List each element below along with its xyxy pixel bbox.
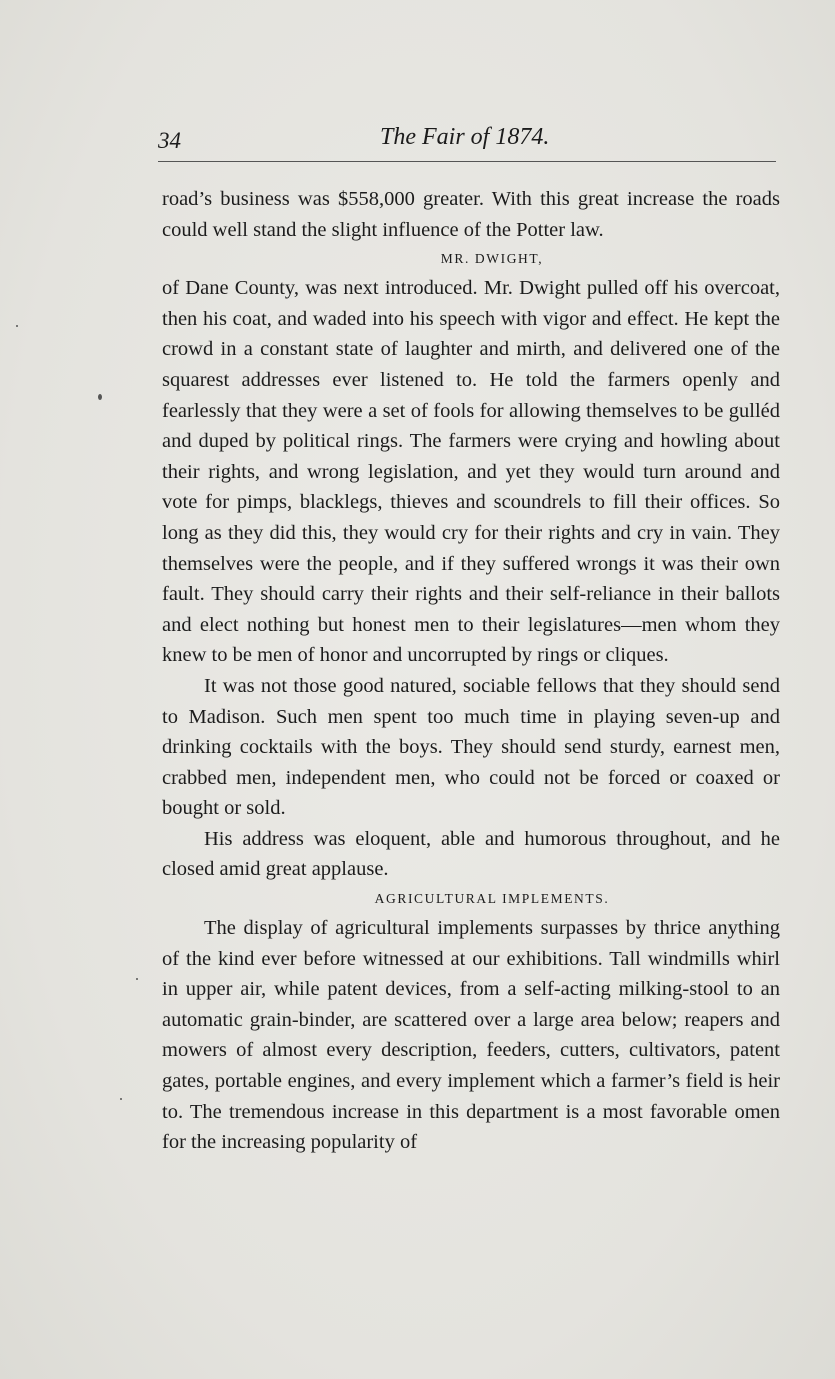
section-heading-mr-dwight: MR. DWIGHT, [440, 251, 544, 267]
running-title: The Fair of 1874. [380, 124, 550, 150]
paragraph-implements: The display of agricultural implements surpasses by thrice anything of the kind ever before witnessed at our exhibitions. Tall windmills whirl in upper air, while patent devices, from a self-acting milking-stool to an automatic grain-binder, are scattered over a large area below; reapers and mowers of almost every description, feeders, cutters, cultivators, patent gates, portable engines, and every implement which a farmer’s field is heir to. The tremendous increase in this department is a most favorable omen for the increasing popularity of [162, 917, 780, 1154]
paper-speck [120, 1098, 122, 1100]
paper-speck [16, 325, 18, 327]
paragraph-continued: road’s business was $558,000 greater. With this great increase the roads could well stand the slight influence of the Potter law. [162, 188, 780, 241]
paragraph-madison: It was not those good natured, sociable fellows that they should send to Madison. Such men spent too much time in playing seven-up and drinking cocktails with the boys. They should send sturdy, earnest men, crabbed men, independent men, who could not be forced or coaxed or bought or sold. [162, 674, 780, 820]
section-heading-agricultural-implements: AGRICULTURAL IMPLEMENTS. [374, 891, 610, 907]
page-header [158, 124, 776, 164]
header-rule [158, 161, 776, 162]
paper-speck [136, 978, 138, 980]
paragraph-dwight-intro: of Dane County, was next introduced. Mr. Dwight pulled off his overcoat, then his coat, and waded into his speech with vigor and effect. He kept the crowd in a constant state of laughter and mirth, and delivered one of the squarest addresses ever listened to. He told the farmers openly and fearlessly that they were a set of fools for allowing themselves to be gulléd and duped by political rings. The farmers were crying and howling about their rights, and wrong legislation, and yet they would turn around and vote for pimps, blacklegs, thieves and scoundrels to fill their offices. So long as they did this, they would cry for their rights and cry in vain. They themselves were the people, and if they suffered wrongs it was their own fault. They should carry their rights and their self-reliance in their ballots and elect nothing but honest men to their legislatures—men whom they knew to be men of honor and uncorrupted by rings or cliques. [162, 277, 780, 667]
page-body [162, 184, 780, 1158]
page-number: 34 [158, 128, 181, 153]
paper-speck [98, 394, 102, 400]
paragraph-address: His address was eloquent, able and humorous throughout, and he closed amid great applause. [162, 827, 780, 881]
